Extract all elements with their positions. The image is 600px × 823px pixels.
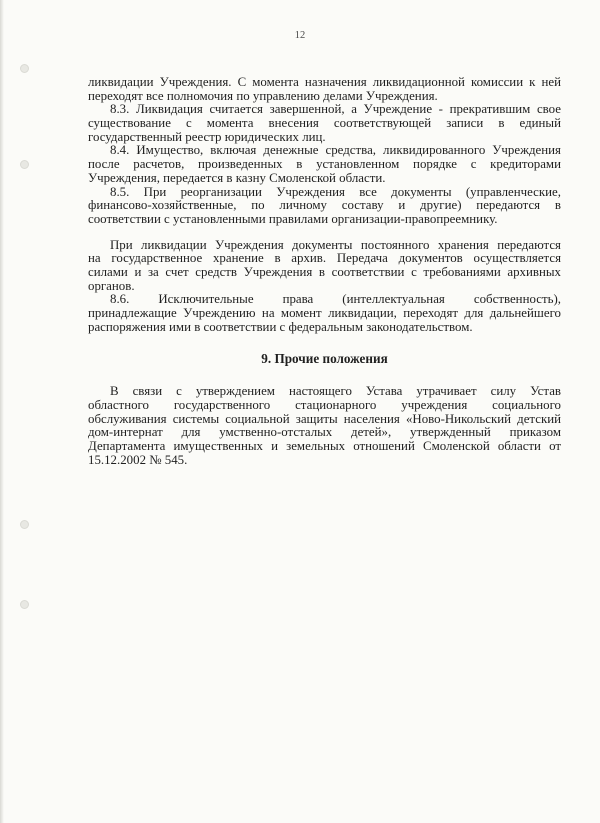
text-line: существование с момента внесения соответствующей записи в единый	[88, 117, 561, 131]
text-line: 8.3. Ликвидация считается завершенной, а Учреждение - прекратившим свое	[110, 103, 561, 117]
text-line: соответствии с установленными правилами организации-правопреемнику.	[88, 212, 498, 226]
text-line: силами и за счет средств Учреждения в соответствии с требованиями архивных	[88, 265, 561, 279]
text-line: 15.12.2002 № 545.	[88, 453, 188, 467]
section-9-heading: 9. Прочие положения	[261, 351, 388, 367]
text-line: Департамента имущественных и земельных отношений Смоленской области от	[88, 440, 561, 454]
document-body	[88, 76, 561, 468]
paragraph-8-5	[88, 186, 561, 227]
page-number: 12	[294, 30, 306, 41]
text-line: после расчетов, произведенных в установленном порядке с кредиторами	[88, 158, 561, 172]
paragraph-9	[88, 385, 561, 467]
paragraph-8-6	[88, 293, 561, 334]
text-line: ликвидации Учреждения. С момента назначения ликвидационной комиссии к ней	[88, 76, 561, 89]
text-line: принадлежащие Учреждению на момент ликвидации, переходят для дальнейшего	[88, 307, 561, 320]
paragraph-liquidation-continuation	[88, 76, 561, 103]
text-line: на государственное хранение в архив. Передача документов осуществляется	[88, 252, 561, 266]
paragraph-archive-transfer	[88, 239, 561, 294]
text-line: дом-интернат для умственно-отсталых детей», утвержденный приказом	[88, 426, 561, 440]
punch-hole	[20, 160, 29, 169]
text-line: 8.6. Исключительные права (интеллектуальная собственность),	[110, 293, 561, 307]
text-line: органов.	[88, 279, 135, 293]
text-line: финансово-хозяйственные, по личному составу и другие) передаются в	[88, 199, 561, 213]
paragraph-8-4	[88, 144, 561, 185]
text-line: При ликвидации Учреждения документы постоянного хранения передаются	[110, 238, 561, 252]
text-line: обслуживания системы социальной защиты населения «Ново-Никольский детский	[88, 412, 561, 426]
text-line: В связи с утверждением настоящего Устава утрачивает силу Устав	[110, 385, 561, 399]
paragraph-8-3	[88, 103, 561, 144]
scan-edge-shadow	[0, 0, 4, 823]
text-line: областного государственного стационарного учреждения социального	[88, 399, 561, 413]
text-line: 8.4. Имущество, включая денежные средства, ликвидированного Учреждения	[110, 144, 561, 158]
punch-hole	[20, 520, 29, 529]
punch-hole	[20, 64, 29, 73]
text-line: Учреждения, передается в казну Смоленской области.	[88, 171, 386, 185]
text-line: 8.5. При реорганизации Учреждения все документы (управленческие,	[110, 185, 561, 199]
text-line: переходят все полномочия по управлению делами Учреждения.	[88, 89, 438, 103]
text-line: государственный реестр юридических лиц.	[88, 130, 326, 144]
text-line: распоряжения ими в соответствии с федеральным законодательством.	[88, 320, 473, 334]
punch-hole	[20, 600, 29, 609]
